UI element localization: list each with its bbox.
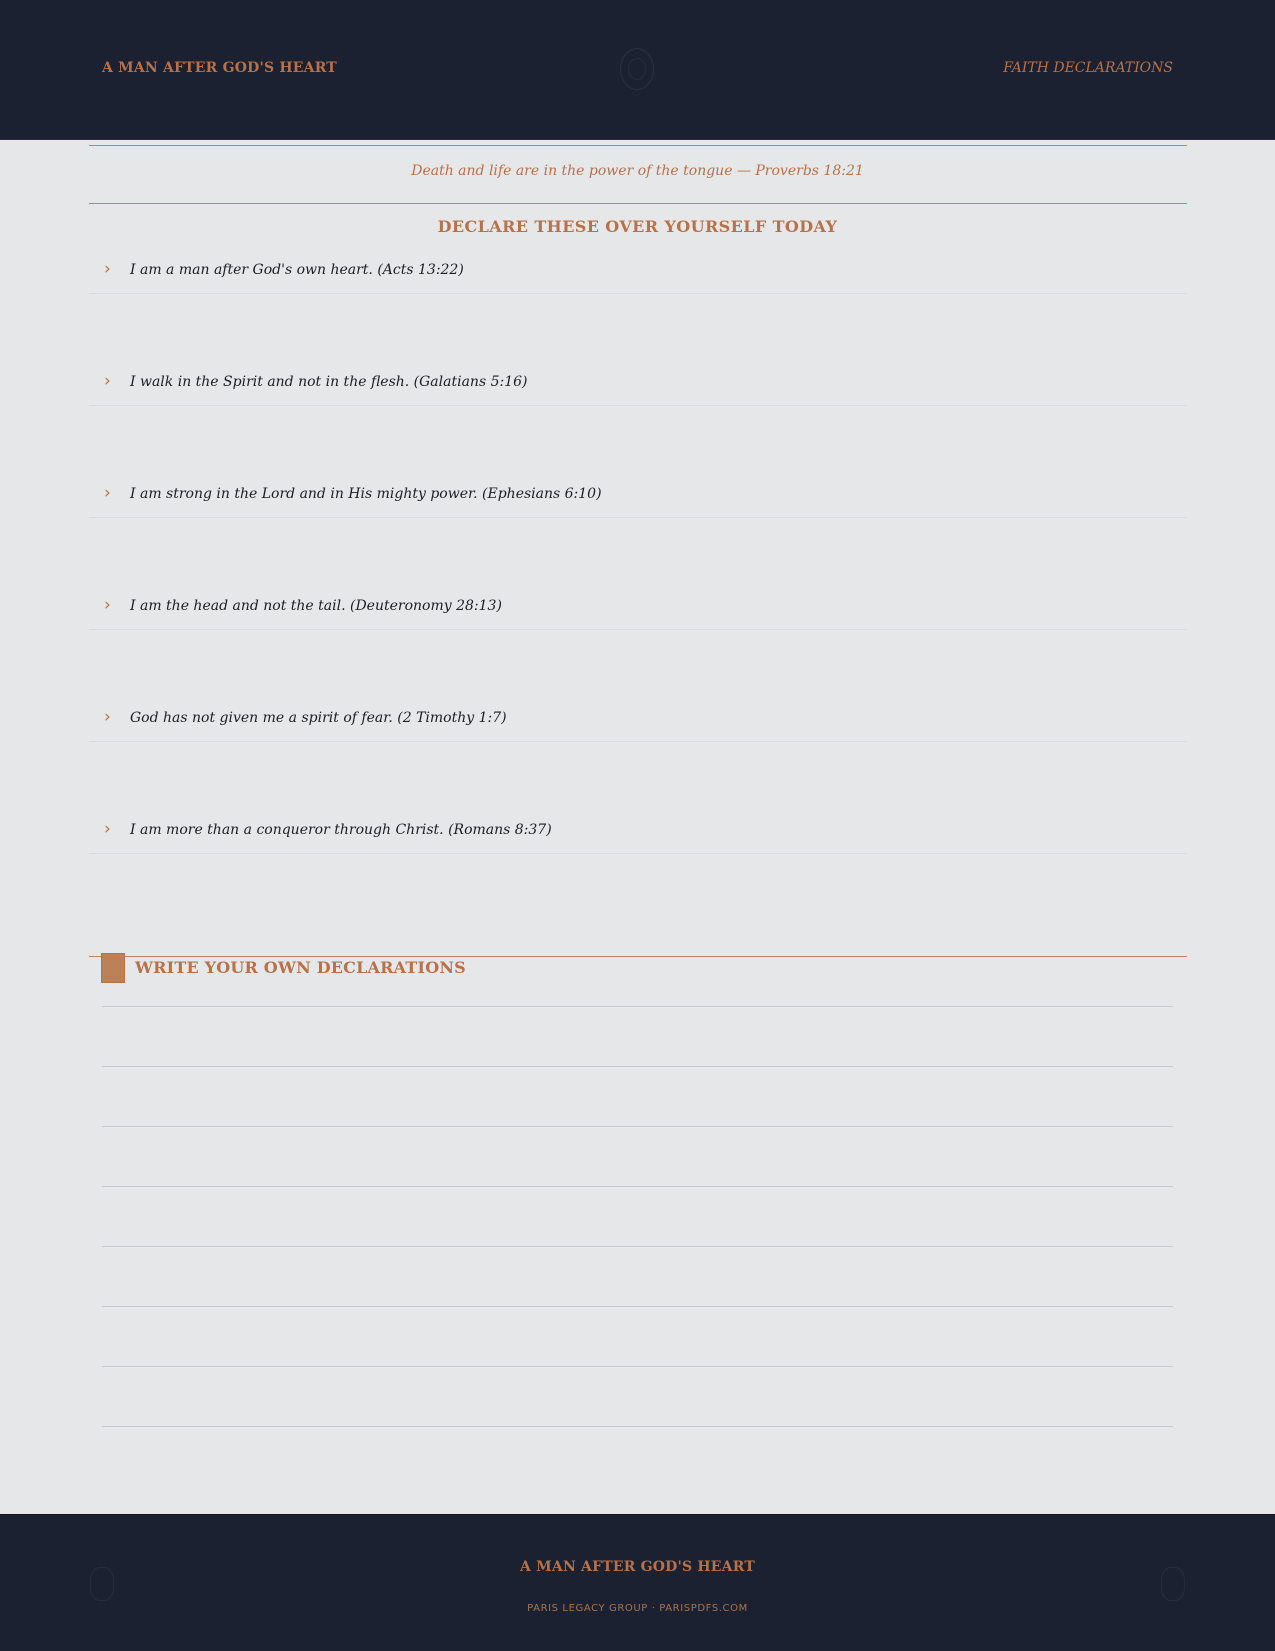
declarations-title: DECLARE THESE OVER YOURSELF TODAY <box>437 217 838 236</box>
declaration-text: I am a man after God's own heart. (Acts 13:22) <box>130 262 464 278</box>
writing-lines <box>102 1006 1173 1486</box>
declaration-item <box>89 362 1187 474</box>
chevron-right-icon: › <box>104 819 111 839</box>
quote-top-rule <box>89 145 1187 146</box>
scripture-quote: Death and life are in the power of the tongue — Proverbs 18:21 <box>411 163 864 179</box>
declaration-item <box>89 698 1187 810</box>
declaration-text: God has not given me a spirit of fear. (2 Timothy 1:7) <box>130 710 507 726</box>
declaration-item <box>89 810 1187 922</box>
declaration-item <box>89 474 1187 586</box>
header-right-title: FAITH DECLARATIONS <box>1003 60 1173 76</box>
write-section-rule <box>89 956 1187 957</box>
writing-line <box>102 1306 1173 1307</box>
declaration-text: I am more than a conqueror through Christ. (Romans 8:37) <box>130 822 552 838</box>
footer-subtitle: PARIS LEGACY GROUP · PARISPDFS.COM <box>527 1603 748 1614</box>
writing-line <box>102 1246 1173 1247</box>
writing-line <box>102 1126 1173 1127</box>
writing-line <box>102 1006 1173 1007</box>
page-header <box>0 0 1275 140</box>
chevron-right-icon: › <box>104 483 111 503</box>
writing-line <box>102 1366 1173 1367</box>
section-marker-icon <box>101 953 125 983</box>
declaration-item <box>89 586 1187 698</box>
header-left-title: A MAN AFTER GOD'S HEART <box>102 60 337 76</box>
declaration-text: I am strong in the Lord and in His mighty power. (Ephesians 6:10) <box>130 486 602 502</box>
writing-line <box>102 1426 1173 1427</box>
page-footer <box>0 1514 1275 1651</box>
writing-line <box>102 1066 1173 1067</box>
chevron-right-icon: › <box>104 259 111 279</box>
chevron-right-icon: › <box>104 595 111 615</box>
ornament-icon <box>1161 1567 1185 1601</box>
declaration-item <box>89 250 1187 362</box>
declaration-text: I walk in the Spirit and not in the flesh. (Galatians 5:16) <box>130 374 528 390</box>
chevron-right-icon: › <box>104 707 111 727</box>
footer-title: A MAN AFTER GOD'S HEART <box>520 1559 755 1575</box>
chevron-right-icon: › <box>104 371 111 391</box>
emblem-icon <box>620 48 654 90</box>
writing-line <box>102 1186 1173 1187</box>
declaration-text: I am the head and not the tail. (Deuteronomy 28:13) <box>130 598 502 614</box>
declaration-list <box>89 250 1187 922</box>
quote-bottom-rule <box>89 203 1187 204</box>
write-section-title: WRITE YOUR OWN DECLARATIONS <box>135 958 466 977</box>
